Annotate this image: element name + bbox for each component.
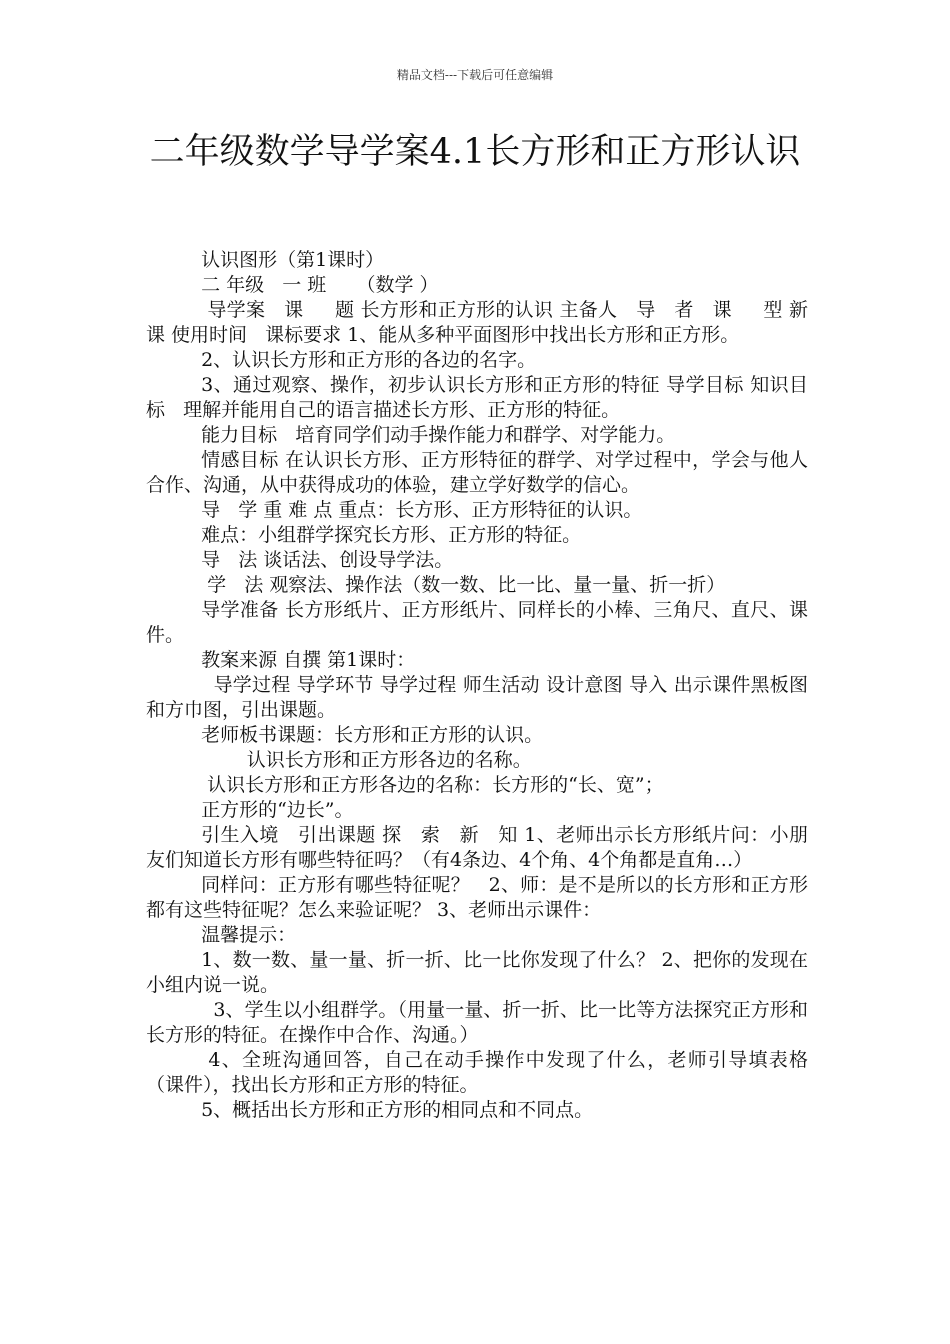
paragraph: 能力目标 培育同学们动手操作能力和群学、对学能力。 [201,424,676,446]
paragraph: 5、概括出长方形和正方形的相同点和不同点。 [201,1099,594,1121]
paragraph: 认识长方形和正方形各边的名称：长方形的“长、宽”； [201,774,664,796]
paragraph: 温馨提示： [201,924,297,946]
paragraph: 难点：小组群学探究长方形、正方形的特征。 [201,524,582,546]
paragraph: 正方形的“边长”。 [201,799,354,821]
paragraph: 导学准备 长方形纸片、正方形纸片、同样长的小棒、三角尺、直尺、课件。 [146,599,808,646]
paragraph: 3、学生以小组群学。（用量一量、折一折、比一比等方法探究正方形和长方形的特征。在操作中合作、沟通。） [146,999,808,1046]
paragraph: 老师板书课题：长方形和正方形的认识。 [201,724,544,746]
paragraph: 学 法 观察法、操作法（数一数、比一比、量一量、折一折） [201,574,726,596]
paragraph: 导 法 谈话法、创设导学法。 [201,549,454,571]
paragraph: 引生入境 引出课题 探 索 新 知 1、老师出示长方形纸片问：小朋友们知道长方形有哪些特征吗？（有4条边、4个角、4个角都是直角…） [146,824,808,871]
paragraph: 导 学 重 难 点 重点：长方形、正方形特征的认识。 [201,499,643,521]
page-title: 二年级数学导学案4.1长方形和正方形认识 [149,132,801,172]
header-note: 精品文档---下载后可任意编辑 [396,68,554,82]
paragraph: 导学案 课 题 长方形和正方形的认识 主备人 导 者 课 型 新课 使用时间 课标要求 1、能从多种平面图形中找出长方形和正方形。 [146,299,808,346]
paragraph: 教案来源 自撰 第1课时： [201,649,416,671]
paragraph: 情感目标 在认识长方形、正方形特征的群学、对学过程中，学会与他人合作、沟通，从中获得成功的体验，建立学好数学的信心。 [146,449,808,496]
paragraph: 认识图形（第1课时） [201,249,385,271]
paragraph: 导学过程 导学环节 导学过程 师生活动 设计意图 导入 出示课件黑板图和方巾图，引出课题。 [146,674,808,721]
paragraph: 认识长方形和正方形各边的名称。 [246,749,532,771]
paragraph: 同样问：正方形有哪些特征呢？ 2、师：是不是所以的长方形和正方形都有这些特征呢？怎么来验证呢？ 3、老师出示课件： [146,874,808,921]
document-body [146,248,808,1123]
paragraph: 二 年级 一 班 （数学 ） [201,274,439,296]
paragraph: 1、数一数、量一量、折一折、比一比你发现了什么？ 2、把你的发现在小组内说一说。 [146,949,808,996]
paragraph: 2、认识长方形和正方形的各边的名字。 [201,349,537,371]
paragraph: 3、通过观察、操作，初步认识长方形和正方形的特征 导学目标 知识目标 理解并能用自己的语言描述长方形、正方形的特征。 [146,374,808,421]
paragraph: 4、全班沟通回答，自己在动手操作中发现了什么，老师引导填表格（课件），找出长方形和正方形的特征。 [146,1049,809,1096]
